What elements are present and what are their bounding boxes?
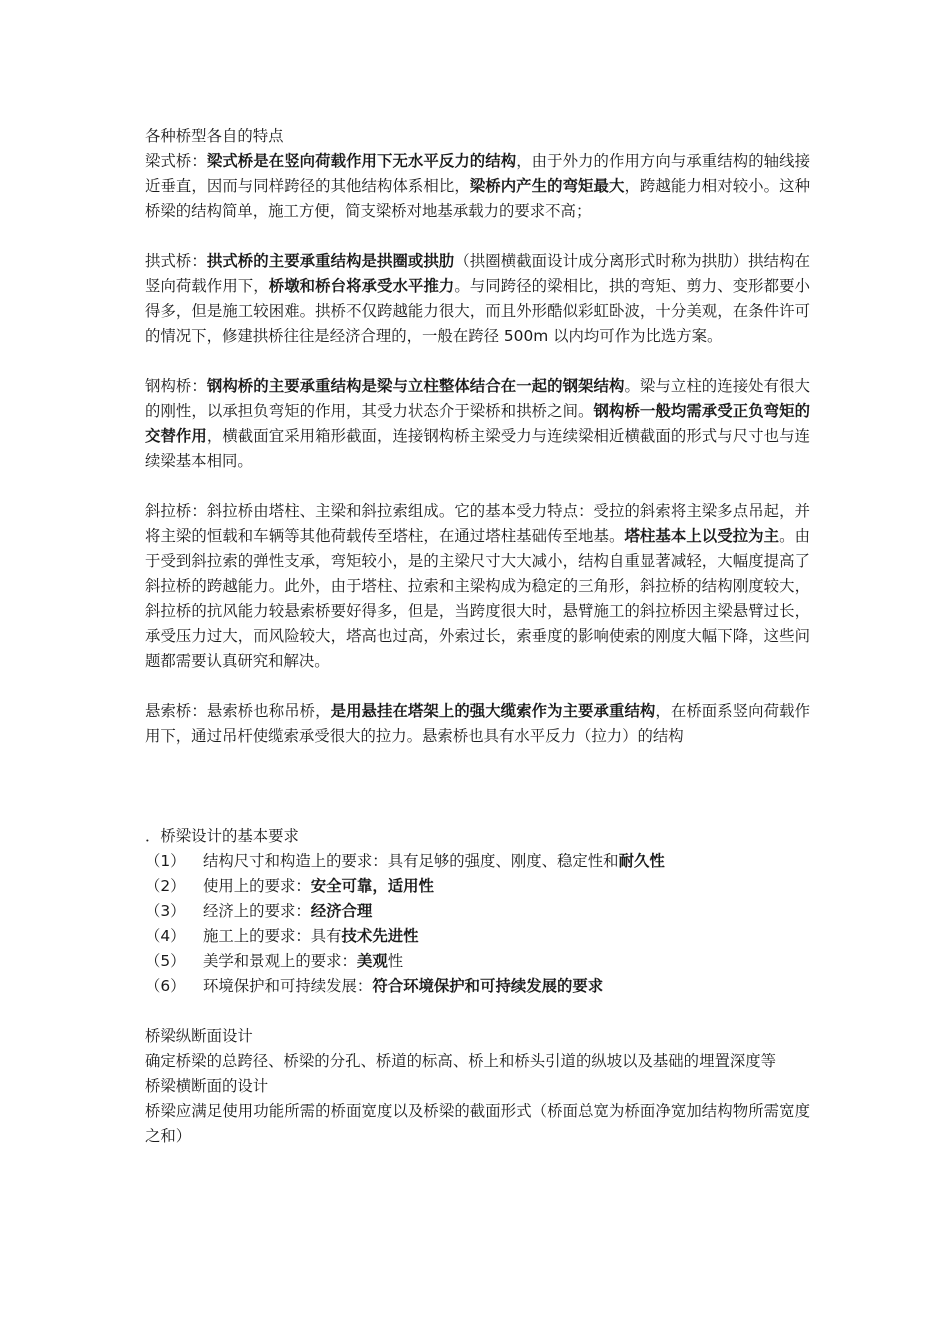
paragraph-longitudinal-design: 确定桥梁的总跨径、桥梁的分孔、桥道的标高、桥上和桥头引道的纵坡以及基础的埋置深度等 [145,1052,777,1070]
suspension-bold-1: 是用悬挂在塔架上的强大缆索作为主要承重结构 [330,702,656,720]
list-item [145,974,810,999]
list-text-plain: 使用上的要求： [203,877,311,895]
list-text [203,924,810,949]
list-number: （6） [145,977,186,995]
spacer [145,474,810,499]
spacer [145,349,810,374]
list-text-bold: 符合环境保护和可持续发展的要求 [372,977,604,995]
paragraph-arch-bridge [145,249,810,349]
list-item [145,949,810,974]
section-title-bridge-types: 各种桥型各自的特点 [145,127,284,145]
paragraph-cross-section-design: 桥梁应满足使用功能所需的桥面宽度以及桥梁的截面形式（桥面总宽为桥面净宽加结构物所需宽度之和） [145,1102,810,1145]
list-text [203,974,810,999]
rigid-text-1: 。梁与立柱的连接处有很大的刚性，以承担负弯矩的作用，其受力状态介于梁桥和拱桥之间。 [145,377,810,420]
list-text-plain: 施工上的要求：具有 [203,927,342,945]
list-text-plain: 结构尺寸和构造上的要求：具有足够的强度、刚度、稳定性和 [203,852,619,870]
paragraph-rigid-frame-bridge [145,374,810,474]
document-page [145,124,810,1149]
paragraph-cable-stayed-bridge [145,499,810,674]
list-text-bold: 经济合理 [310,902,373,920]
list-text-tail: 性 [387,952,404,970]
list-text [203,899,810,924]
suspension-text-2: ，在桥面系竖向荷载作用下，通过吊杆使缆索承受很大的拉力。悬索桥也具有水平反力（拉力）的结构 [145,702,810,745]
cable-stayed-text-1: 斜拉桥由塔柱、主梁和斜拉索组成。它的基本受力特点：受拉的斜索将主梁多点吊起，并将主梁的恒载和车辆等其他荷载传至塔柱，在通过塔柱基础传至地基。 [145,502,810,545]
section-title-design-requirements: ．桥梁设计的基本要求 [145,827,299,845]
section-title-cross-section-design: 桥梁横断面的设计 [145,1077,269,1095]
spacer [145,224,810,249]
beam-label: 梁式桥： [145,152,207,170]
list-number: （3） [145,902,186,920]
list-item [145,874,810,899]
list-number: （4） [145,927,186,945]
arch-text-1: （拱圈横截面设计成分离形式时称为拱肋）拱结构在竖向荷载作用下， [145,252,810,295]
rigid-text-2: ，横截面宜采用箱形截面，连接钢构桥主梁受力与连续梁相近横截面的形式与尺寸也与连续梁基本相同。 [145,427,810,470]
rigid-bold-1: 钢构桥的主要承重结构是梁与立柱整体结合在一起的钢架结构 [206,377,625,395]
section-title-longitudinal-design: 桥梁纵断面设计 [145,1027,253,1045]
list-text-plain: 经济上的要求： [203,902,311,920]
beam-text-1: ，由于外力的作用方向与承重结构的轴线接近垂直，因而与同样跨径的其他结构体系相比， [145,152,810,195]
list-text-bold: 技术先进性 [341,927,419,945]
cable-stayed-bold-1: 塔柱基本上以受拉为主 [624,527,780,545]
list-item [145,849,810,874]
arch-bold-2: 桥墩和桥台将承受水平推力 [268,277,455,295]
paragraph-suspension-bridge [145,699,810,749]
list-item [145,899,810,924]
cable-stayed-text-2: 。由于受到斜拉索的弹性支承，弯矩较小，是的主梁尺寸大大减小，结构自重显著减轻，大幅度提高了斜拉桥的跨越能力。此外，由于塔柱、拉索和主梁构成为稳定的三角形，斜拉桥的结构刚度较大，斜拉桥的抗风能力较悬索桥要好得多，但是，当跨度很大时，悬臂施工的斜拉桥因主梁悬臂过长，承受压力过大，而风险较大，塔高也过高，外索过长，索垂度的影响使索的刚度大幅下降，这些问题都需要认真研究和解决。 [145,527,810,670]
beam-bold-2: 梁桥内产生的弯矩最大 [469,177,625,195]
list-item [145,924,810,949]
suspension-label: 悬索桥： [145,702,207,720]
list-text [203,949,810,974]
list-text-bold: 安全可靠，适用性 [310,877,434,895]
arch-label: 拱式桥： [145,252,207,270]
cable-stayed-label: 斜拉桥： [145,502,207,520]
beam-bold-1: 梁式桥是在竖向荷载作用下无水平反力的结构 [206,152,517,170]
spacer [145,674,810,699]
spacer [145,999,810,1024]
list-text-bold: 耐久性 [618,852,665,870]
list-text-plain: 环境保护和可持续发展： [203,977,373,995]
list-text [203,874,810,899]
suspension-text-1: 悬索桥也称吊桥， [206,702,331,720]
list-number: （5） [145,952,186,970]
rigid-label: 钢构桥： [145,377,207,395]
arch-bold-1: 拱式桥的主要承重结构是拱圈或拱肋 [206,252,455,270]
list-text-plain: 美学和景观上的要求： [203,952,357,970]
list-text [203,849,810,874]
arch-text-2: 。与同跨径的梁相比，拱的弯矩、剪力、变形都要小得多，但是施工较困难。拱桥不仅跨越能力很大，而且外形酷似彩虹卧波，十分美观，在条件许可的情况下，修建拱桥往往是经济合理的，一般在跨径 500m 以内均可作为比选方案。 [145,277,810,345]
list-number: （2） [145,877,186,895]
rigid-bold-2: 钢构桥一般均需承受正负弯矩的交替作用 [145,402,810,445]
list-number: （1） [145,852,186,870]
spacer [145,749,810,824]
paragraph-beam-bridge [145,149,810,224]
beam-text-2: ，跨越能力相对较小。这种桥梁的结构简单，施工方便，简支梁桥对地基承载力的要求不高； [145,177,810,220]
list-text-bold: 美观 [356,952,388,970]
